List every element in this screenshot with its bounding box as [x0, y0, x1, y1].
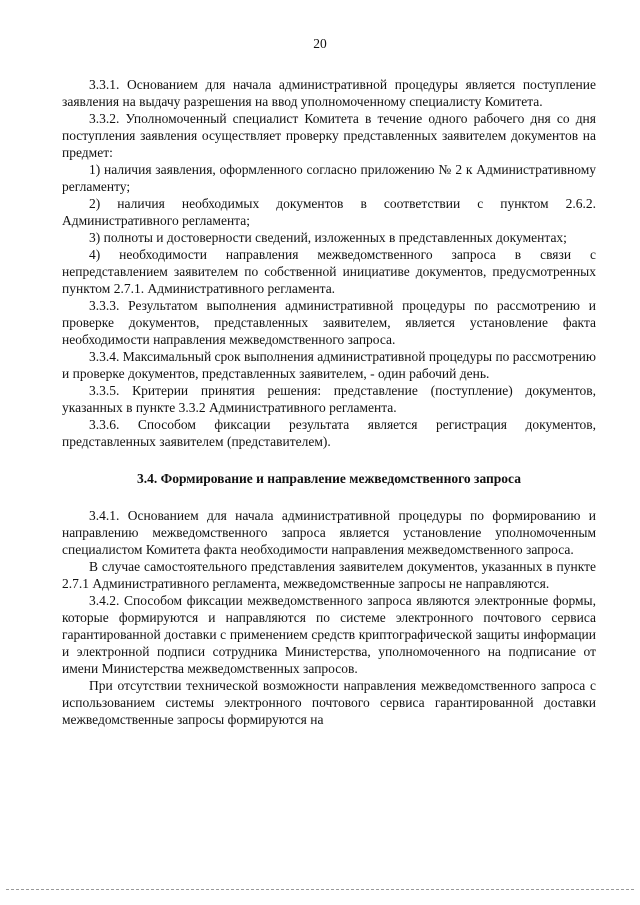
paragraph-no-technical-possibility: При отсутствии технической возможности направления межведомственного запроса с использованием системы электронного почтового сервиса гарантированной доставки межведомственные запросы формируются на — [62, 678, 596, 727]
list-item-1: 1) наличия заявления, оформленного согласно приложению № 2 к Административному регламенту; — [62, 162, 596, 194]
paragraph-3-3-5: 3.3.5. Критерии принятия решения: представление (поступление) документов, указанных в пункте 3.3.2 Административного регламента. — [62, 383, 596, 415]
page-number: 20 — [313, 36, 327, 51]
scan-bottom-edge — [6, 889, 634, 890]
paragraph-self-submission: В случае самостоятельного представления заявителем документов, указанных в пункте 2.7.1 Административного регламента, межведомственные запросы не направляются. — [62, 559, 596, 591]
list-item-4: 4) необходимости направления межведомственного запроса в связи с непредставлением заявителем по собственной инициативе документов, предусмотренных пунктом 2.7.1. Административного регламента. — [62, 247, 596, 296]
list-item-2: 2) наличия необходимых документов в соответствии с пунктом 2.6.2. Административного регламента; — [62, 196, 596, 228]
paragraph-3-3-2: 3.3.2. Уполномоченный специалист Комитета в течение одного рабочего дня со дня поступления заявления осуществляет проверку представленных заявителем документов на предмет: — [62, 111, 596, 160]
paragraph-3-3-3: 3.3.3. Результатом выполнения административной процедуры по рассмотрению и проверке документов, представленных заявителем, является установление факта необходимости направления межведомственного запроса. — [62, 298, 596, 347]
paragraph-3-4-2: 3.4.2. Способом фиксации межведомственного запроса являются электронные формы, которые формируются и направляются по системе электронного почтового сервиса гарантированной доставки с применением средств криптографической защиты информации и электронной подписи сотрудника Министерства, уполномоченного на подписание от имени Министерства межведомственных запросов. — [62, 593, 596, 676]
paragraph-3-3-1: 3.3.1. Основанием для начала административной процедуры является поступление заявления на выдачу разрешения на ввод уполномоченному специалисту Комитета. — [62, 77, 596, 109]
paragraph-3-4-1: 3.4.1. Основанием для начала административной процедуры по формированию и направлению межведомственного запроса является установление уполномоченным специалистом Комитета факта необходимости направления межведомственного запроса. — [62, 508, 596, 557]
section-heading: 3.4. Формирование и направление межведомственного запроса — [137, 471, 521, 486]
paragraph-3-3-4: 3.3.4. Максимальный срок выполнения административной процедуры по рассмотрению и проверке документов, представленных заявителем, - один рабочий день. — [62, 349, 596, 381]
paragraph-3-3-6: 3.3.6. Способом фиксации результата является регистрация документов, представленных заявителем (представителем). — [62, 417, 596, 449]
document-body — [62, 76, 596, 728]
list-item-3: 3) полноты и достоверности сведений, изложенных в представленных документах; — [89, 230, 567, 245]
